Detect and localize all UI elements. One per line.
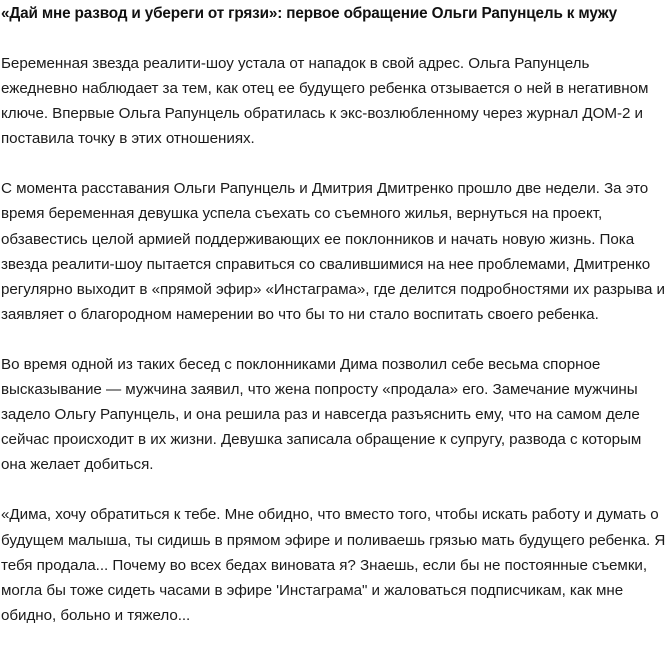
article-paragraph-2: С момента расставания Ольги Рапунцель и Дмитрия Дмитренко прошло две недели. За это время беременная девушка успела съехать со съемного жилья, вернуться на проект, обзавестись целой армией поддерживающих ее поклонников и начать новую жизнь. Пока звезда реалити-шоу пытается справиться со свалившимися на нее проблемами, Дмитренко регулярно выходит в «прямой эфир» «Инстаграма», где делится подробностями их разрыва и заявляет о благородном намерении во что бы то ни стало воспитать своего ребенка. (1, 180, 665, 323)
article-title: «Дай мне развод и убереги от грязи»: первое обращение Ольги Рапунцель к мужу (1, 5, 617, 22)
article-paragraph-4-quote: «Дима, хочу обратиться к тебе. Мне обидно, что вместо того, чтобы искать работу и думать о будущем малыша, ты сидишь в прямом эфире и поливаешь грязью мать будущего ребенка. Я тебя продала... Почему во всех бедах виновата я? Знаешь, если бы не постоянные съемки, могла бы тоже сидеть часами в эфире 'Инстаграма" и жаловаться подписчикам, как мне обидно, больно и тяжело... (1, 506, 666, 624)
article-paragraph-3: Во время одной из таких бесед с поклонниками Дима позволил себе весьма спорное высказывание ― мужчина заявил, что жена попросту «продала» его. Замечание мужчины задело Ольгу Рапунцель, и она решила раз и навсегда разъяснить ему, что на самом деле сейчас происходит в их жизни. Девушка записала обращение к супругу, развода с которым она желает добиться. (1, 355, 642, 474)
article-paragraph-1: Беременная звезда реалити-шоу устала от нападок в свой адрес. Ольга Рапунцель ежедневно наблюдает за тем, как отец ее будущего ребенка отзывается о ней в негативном ключе. Впервые Ольга Рапунцель обратилась к экс-возлюбленному через журнал ДОМ-2 и поставила точку в этих отношениях. (1, 55, 649, 148)
article-body (1, 51, 666, 628)
title-body-spacer (1, 30, 666, 51)
